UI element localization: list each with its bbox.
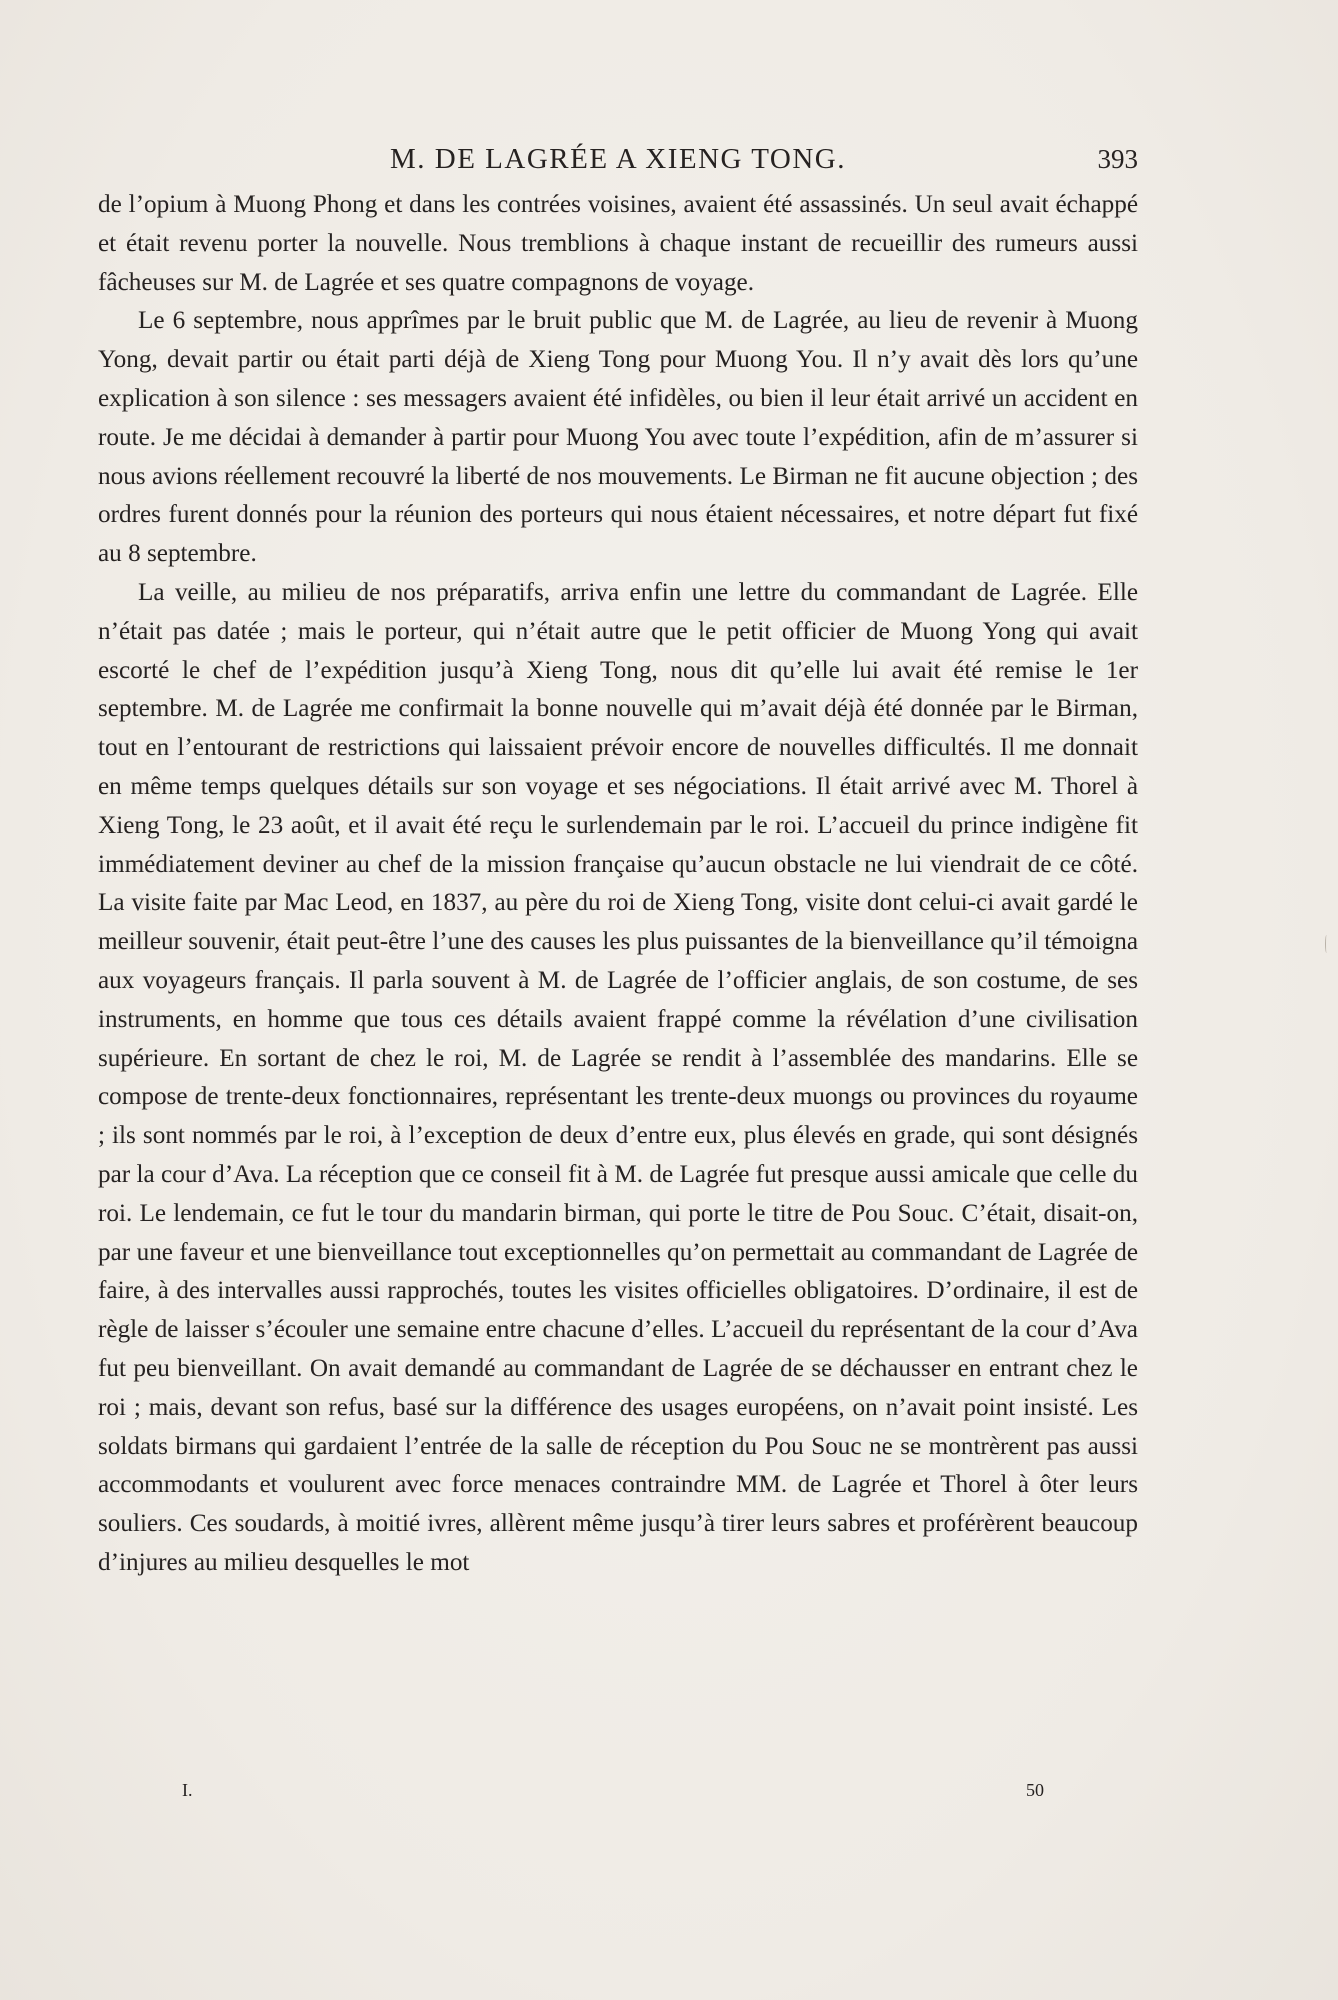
margin-mark bbox=[1325, 935, 1328, 953]
page-header bbox=[98, 139, 1138, 179]
page-number: 393 bbox=[1097, 144, 1138, 174]
running-title: M. DE LAGRÉE A XIENG TONG. bbox=[389, 143, 846, 175]
page-footer bbox=[98, 1780, 1138, 1810]
paragraph-3: La veille, au milieu de nos préparatifs, arriva enfin une lettre du commandant de Lagrée. Elle n’était pas datée ; mais le porteur, qui n’était autre que le petit officier de Muong Yong qui avait escorté le chef de l’expédition jusqu’à Xieng Tong, nous dit qu’elle lui avait été remise le 1er septembre. M. de Lagrée me confirmait la bonne nouvelle qui m’avait déjà été donnée par le Birman, tout en l’entourant de restrictions qui laissaient prévoir encore de nouvelles difficultés. Il me donnait en même temps quelques détails sur son voyage et ses négociations. Il était arrivé avec M. Thorel à Xieng Tong, le 23 août, et il avait été reçu le surlendemain par le roi. L’accueil du prince indigène fit immédiatement deviner au chef de la mission française qu’aucun obstacle ne lui viendrait de ce côté. La visite faite par Mac Leod, en 1837, au père du roi de Xieng Tong, visite dont celui-ci avait gardé le meilleur souvenir, était peut-être l’une des causes les plus puissantes de la bienveillance qu’il témoigna aux voyageurs français. Il parla souvent à M. de Lagrée de l’officier anglais, de son costume, de ses instruments, en homme que tous ces détails avaient frappé comme la révélation d’une civilisation supérieure. En sortant de chez le roi, M. de Lagrée se rendit à l’assemblée des mandarins. Elle se compose de trente-deux fonctionnaires, représentant les trente-deux muongs ou provinces du royaume ; ils sont nommés par le roi, à l’exception de deux d’entre eux, plus élevés en grade, qui sont désignés par la cour d’Ava. La réception que ce conseil fit à M. de Lagrée fut presque aussi amicale que celle du roi. Le lendemain, ce fut le tour du mandarin birman, qui porte le titre de Pou Souc. C’était, disait-on, par une faveur et une bienveillance tout exceptionnelles qu’on permettait au commandant de Lagrée de faire, à des intervalles aussi rapprochés, toutes les visites officielles obligatoires. D’ordinaire, il est de règle de laisser s’écouler une semaine entre chacune d’elles. L’accueil du représentant de la cour d’Ava fut peu bienveillant. On avait demandé au commandant de Lagrée de se déchausser en entrant chez le roi ; mais, devant son refus, basé sur la différence des usages européens, on n’avait point insisté. Les soldats birmans qui gardaient l’entrée de la salle de réception du Pou Souc ne se montrèrent pas aussi accommodants et voulurent avec force menaces contraindre MM. de Lagrée et Thorel à ôter leurs souliers. Ces soudards, à moitié ivres, allèrent même jusqu’à tirer leurs sabres et proférèrent beaucoup d’injures au milieu desquelles le mot bbox=[98, 578, 1138, 1576]
body-text bbox=[98, 186, 1138, 1583]
volume-signature: I. bbox=[182, 1780, 193, 1800]
paragraph-2: Le 6 septembre, nous apprîmes par le bruit public que M. de Lagrée, au lieu de revenir à Muong Yong, devait partir ou était parti déjà de Xieng Tong pour Muong You. Il n’y avait dès lors qu’une explication à son silence : ses messagers avaient été infidèles, ou bien il leur était arrivé un accident en route. Je me décidai à demander à partir pour Muong You avec toute l’expédition, afin de m’assurer si nous avions réellement recouvré la liberté de nos mouvements. Le Birman ne fit aucune objection ; des ordres furent donnés pour la réunion des porteurs qui nous étaient nécessaires, et notre départ fut fixé au 8 septembre. bbox=[98, 307, 1138, 568]
gathering-signature: 50 bbox=[1026, 1780, 1044, 1800]
paragraph-1: de l’opium à Muong Phong et dans les contrées voisines, avaient été assassinés. Un seul avait échappé et était revenu porter la nouvelle. Nous tremblions à chaque instant de recueillir des rumeurs aussi fâcheuses sur M. de Lagrée et ses quatre compagnons de voyage. bbox=[98, 191, 1138, 296]
